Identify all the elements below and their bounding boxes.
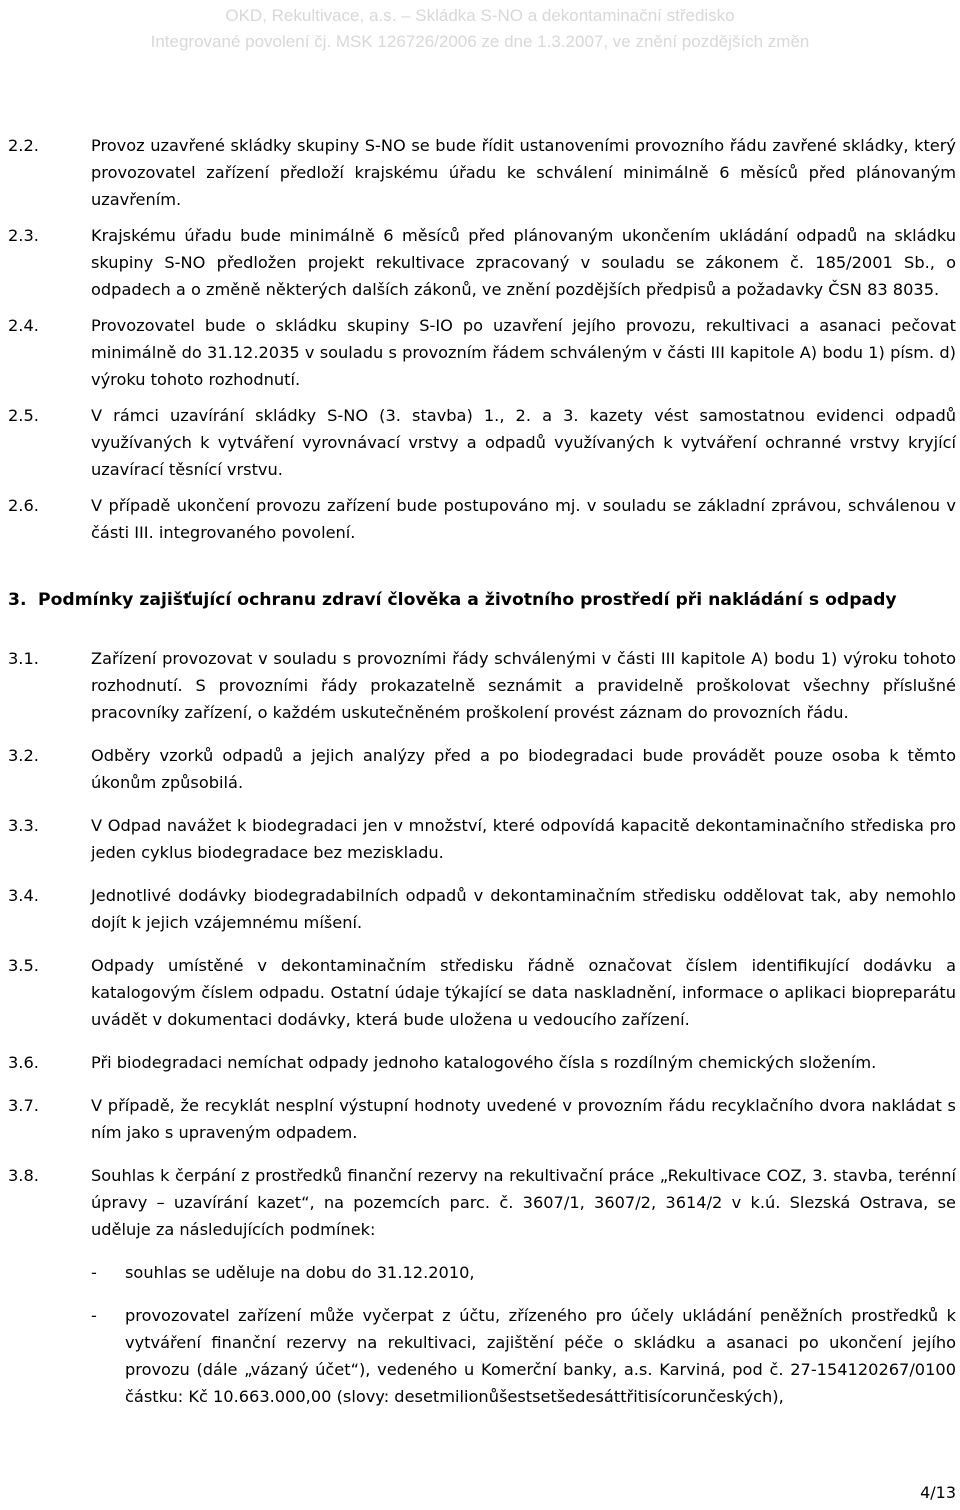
clause-number: 3.8. xyxy=(8,1166,39,1185)
clause-text: V rámci uzavírání skládky S-NO (3. stavba) 1., 2. a 3. kazety vést samostatnou evidenci odpadů využívaných k vytváření vyrovnávací vrstvy a odpadů využívaných k vytváření ochranné vrstvy kryjící uzavírací těsnící vrstvu. xyxy=(91,406,956,479)
clause-3-6 xyxy=(0,1049,960,1076)
condition-item xyxy=(0,1259,960,1286)
clause-3-7 xyxy=(0,1092,960,1146)
clause-number: 2.4. xyxy=(8,316,39,335)
clause-number: 2.6. xyxy=(8,496,39,515)
condition-text: souhlas se uděluje na dobu do 31.12.2010, xyxy=(125,1263,475,1282)
clause-text: Provozovatel bude o skládku skupiny S-IO po uzavření jejího provozu, rekultivaci a asanaci pečovat minimálně do 31.12.2035 v souladu s provozním řádem schváleným v části III kapitole A) bodu 1) písm. d) výroku tohoto rozhodnutí. xyxy=(91,316,956,389)
clause-3-5 xyxy=(0,952,960,1033)
clause-text: V případě ukončení provozu zařízení bude postupováno mj. v souladu se základní zprávou, schválenou v části III. integrovaného povolení. xyxy=(91,496,956,542)
clause-number: 2.5. xyxy=(8,406,39,425)
clause-text: Při biodegradaci nemíchat odpady jednoho katalogového čísla s rozdílným chemických složením. xyxy=(91,1053,877,1072)
clause-number: 3.3. xyxy=(8,816,39,835)
clause-2-3 xyxy=(0,222,960,303)
clause-text: V Odpad navážet k biodegradaci jen v množství, které odpovídá kapacitě dekontaminačního střediska pro jeden cyklus biodegradace bez meziskladu. xyxy=(91,816,956,862)
clause-number: 3.2. xyxy=(8,746,39,765)
clause-text: Odběry vzorků odpadů a jejich analýzy před a po biodegradaci bude provádět pouze osoba k těmto úkonům způsobilá. xyxy=(91,746,956,792)
clause-text: Jednotlivé dodávky biodegradabilních odpadů v dekontaminačním středisku oddělovat tak, aby nemohlo dojít k jejich vzájemnému míšení. xyxy=(91,886,956,932)
clause-2-5 xyxy=(0,402,960,483)
clause-3-1 xyxy=(0,645,960,726)
clause-number: 3.1. xyxy=(8,649,39,668)
page-number: 4/13 xyxy=(920,1483,956,1502)
clause-3-3 xyxy=(0,812,960,866)
clause-number: 3.6. xyxy=(8,1053,39,1072)
page-header xyxy=(0,0,960,58)
section-title-text: Podmínky zajišťující ochranu zdraví člověka a životního prostředí při nakládání s odpady xyxy=(38,590,897,610)
clause-number: 3.5. xyxy=(8,956,39,975)
header-line-1: OKD, Rekultivace, a.s. – Skládka S-NO a dekontaminační středisko xyxy=(225,6,735,25)
clause-2-4 xyxy=(0,312,960,393)
header-line-2: Integrované povolení čj. MSK 126726/2006 ze dne 1.3.2007, ve znění pozdějších změn xyxy=(150,32,810,51)
clause-3-4 xyxy=(0,882,960,936)
section-number: 3. xyxy=(8,590,27,610)
condition-text: provozovatel zařízení může vyčerpat z účtu, zřízeného pro účely ukládání peněžních prostředků k vytváření finanční rezervy na rekultivaci, zajištění péče o skládku a asanaci po ukončení jejího provozu (dále „vázaný účet“), vedeného u Komerční banky, a.s. Karviná, pod č. 27-154120267/0100 částku: Kč 10.663.000,00 (slovy: desetmilionůšestsetšedesáttřitisícorunčeských), xyxy=(125,1306,956,1406)
condition-item xyxy=(0,1302,960,1410)
clause-text: Krajskému úřadu bude minimálně 6 měsíců před plánovaným ukončením ukládání odpadů na skládku skupiny S-NO předložen projekt rekultivace zpracovaný v souladu se zákonem č. 185/2001 Sb., o odpadech a o změně některých dalších zákonů, ve znění pozdějších předpisů a požadavky ČSN 83 8035. xyxy=(91,226,956,299)
dash-marker: - xyxy=(91,1306,97,1325)
clause-number: 2.3. xyxy=(8,226,39,245)
section-3-heading xyxy=(0,586,960,614)
document-body xyxy=(0,132,960,1410)
clause-3-2 xyxy=(0,742,960,796)
clause-2-2 xyxy=(0,132,960,213)
clause-number: 2.2. xyxy=(8,136,39,155)
clause-2-6 xyxy=(0,492,960,546)
clause-text: Odpady umístěné v dekontaminačním středisku řádně označovat číslem identifikující dodávku a katalogovým číslem odpadu. Ostatní údaje týkající se data naskladnění, informace o aplikaci biopreparátu uvádět v dokumentaci dodávky, která bude uložena u vedoucího zařízení. xyxy=(91,956,956,1029)
clause-text: Souhlas k čerpání z prostředků finanční rezervy na rekultivační práce „Rekultivace COZ, 3. stavba, terénní úpravy – uzavírání kazet“, na pozemcích parc. č. 3607/1, 3607/2, 3614/2 v k.ú. Slezská Ostrava, se uděluje za následujících podmínek: xyxy=(91,1166,956,1239)
dash-marker: - xyxy=(91,1263,97,1282)
clause-number: 3.4. xyxy=(8,886,39,905)
clause-3-8 xyxy=(0,1162,960,1243)
clause-text: Provoz uzavřené skládky skupiny S-NO se bude řídit ustanoveními provozního řádu zavřené skládky, který provozovatel zařízení předloží krajskému úřadu ke schválení minimálně 6 měsíců před plánovaným uzavřením. xyxy=(91,136,956,209)
clause-number: 3.7. xyxy=(8,1096,39,1115)
clause-text: Zařízení provozovat v souladu s provozními řády schválenými v části III kapitole A) bodu 1) výroku tohoto rozhodnutí. S provozními řády prokazatelně seznámit a pravidelně proškolovat všechny příslušné pracovníky zařízení, o každém uskutečněném proškolení provést záznam do provozních řádu. xyxy=(91,649,956,722)
clause-text: V případě, že recyklát nesplní výstupní hodnoty uvedené v provozním řádu recyklačního dvora nakládat s ním jako s upraveným odpadem. xyxy=(91,1096,956,1142)
